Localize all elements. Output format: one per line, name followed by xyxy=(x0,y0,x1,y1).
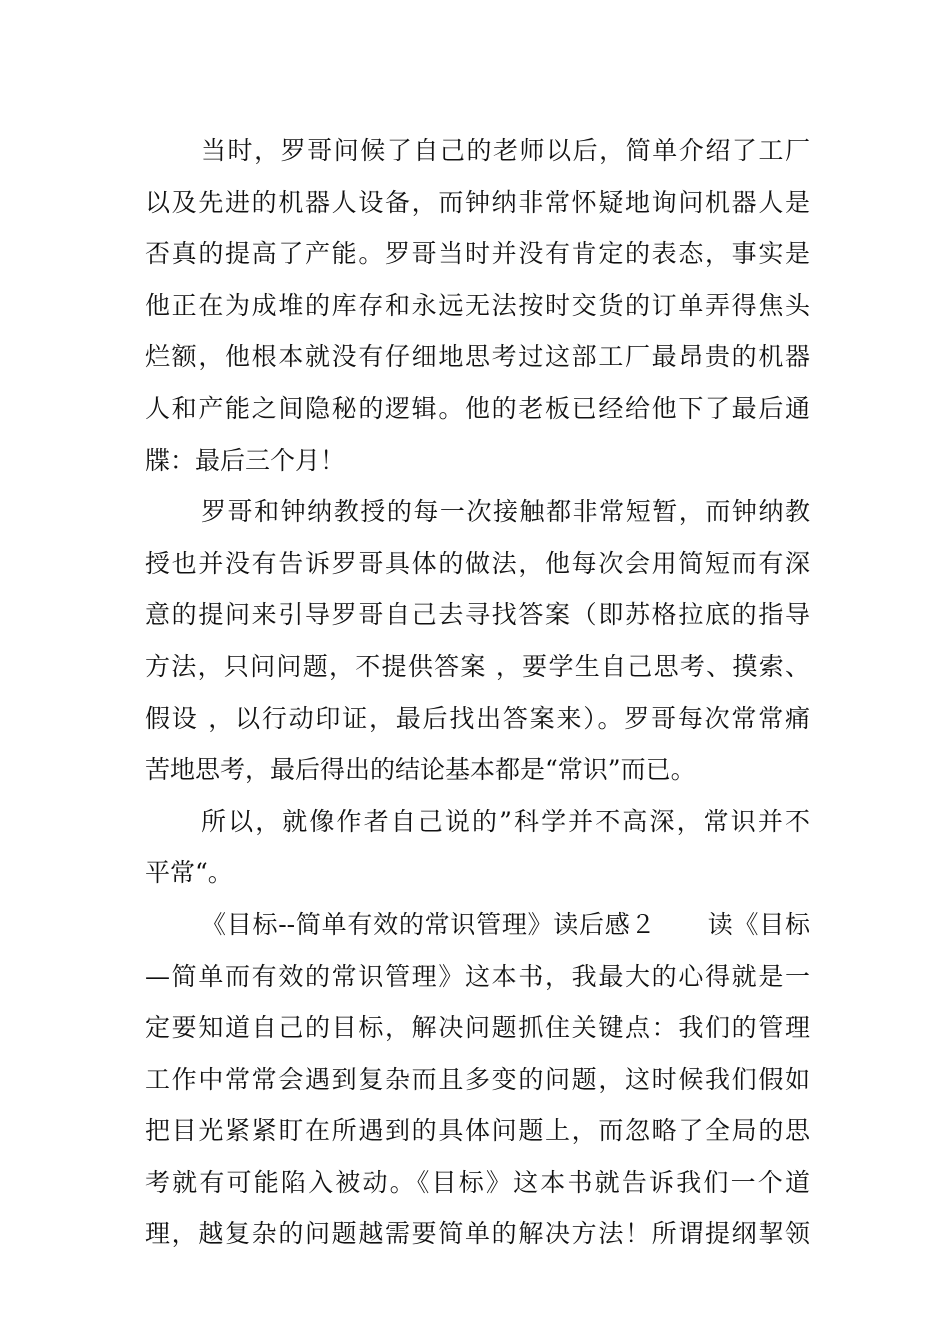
paragraph-2-line-6: 苦地思考，最后得出的结论基本都是“常识”而已。 xyxy=(145,755,696,785)
paragraph-4-line-7: 理，越复杂的问题越需要简单的解决方法！所谓提纲挈领 xyxy=(145,1219,810,1249)
paragraph-4-line-4: 工作中常常会遇到复杂而且多变的问题，这时候我们假如 xyxy=(145,1064,810,1094)
paragraph-3-line-1: 所以，就像作者自己说的”科学并不高深，常识并不 xyxy=(201,806,810,836)
document-body xyxy=(145,125,810,1260)
paragraph-2-line-3: 意的提问来引导罗哥自己去寻找答案（即苏格拉底的指导 xyxy=(145,600,810,630)
paragraph-1-line-3: 否真的提高了产能。罗哥当时并没有肯定的表态，事实是 xyxy=(145,239,810,269)
paragraph-2-line-1: 罗哥和钟纳教授的每一次接触都非常短暂，而钟纳教 xyxy=(201,497,810,527)
paragraph-1-line-2: 以及先进的机器人设备，而钟纳非常怀疑地询问机器人是 xyxy=(145,187,810,217)
paragraph-1-line-6: 人和产能之间隐秘的逻辑。他的老板已经给他下了最后通 xyxy=(145,393,810,423)
paragraph-1-line-4: 他正在为成堆的库存和永远无法按时交货的订单弄得焦头 xyxy=(145,290,810,320)
paragraph-2-line-4: 方法，只问问题，不提供答案 ，要学生自己思考、摸索、 xyxy=(145,651,810,681)
paragraph-1-line-7: 牒：最后三个月！ xyxy=(145,445,346,475)
paragraph-4-line-6: 考就有可能陷入被动。《目标》这本书就告诉我们一个道 xyxy=(145,1167,810,1197)
paragraph-4-line-2: —简单而有效的常识管理》这本书，我最大的心得就是一 xyxy=(145,961,810,991)
paragraph-1-line-1: 当时，罗哥问候了自己的老师以后，简单介绍了工厂 xyxy=(201,136,810,165)
paragraph-2-line-2: 授也并没有告诉罗哥具体的做法，他每次会用简短而有深 xyxy=(145,548,810,578)
paragraph-4-line-1: 《目标--简单有效的常识管理》读后感２ 读《目标 xyxy=(201,909,810,939)
paragraph-4-line-5: 把目光紧紧盯在所遇到的具体问题上，而忽略了全局的思 xyxy=(145,1116,810,1146)
paragraph-3-line-2: 平常“。 xyxy=(145,858,233,888)
paragraph-2-line-5: 假设 ，以行动印证，最后找出答案来）。罗哥每次常常痛 xyxy=(145,703,810,733)
paragraph-4-line-3: 定要知道自己的目标，解决问题抓住关键点：我们的管理 xyxy=(145,1013,810,1043)
paragraph-1-line-5: 烂额，他根本就没有仔细地思考过这部工厂最昂贵的机器 xyxy=(145,342,810,372)
